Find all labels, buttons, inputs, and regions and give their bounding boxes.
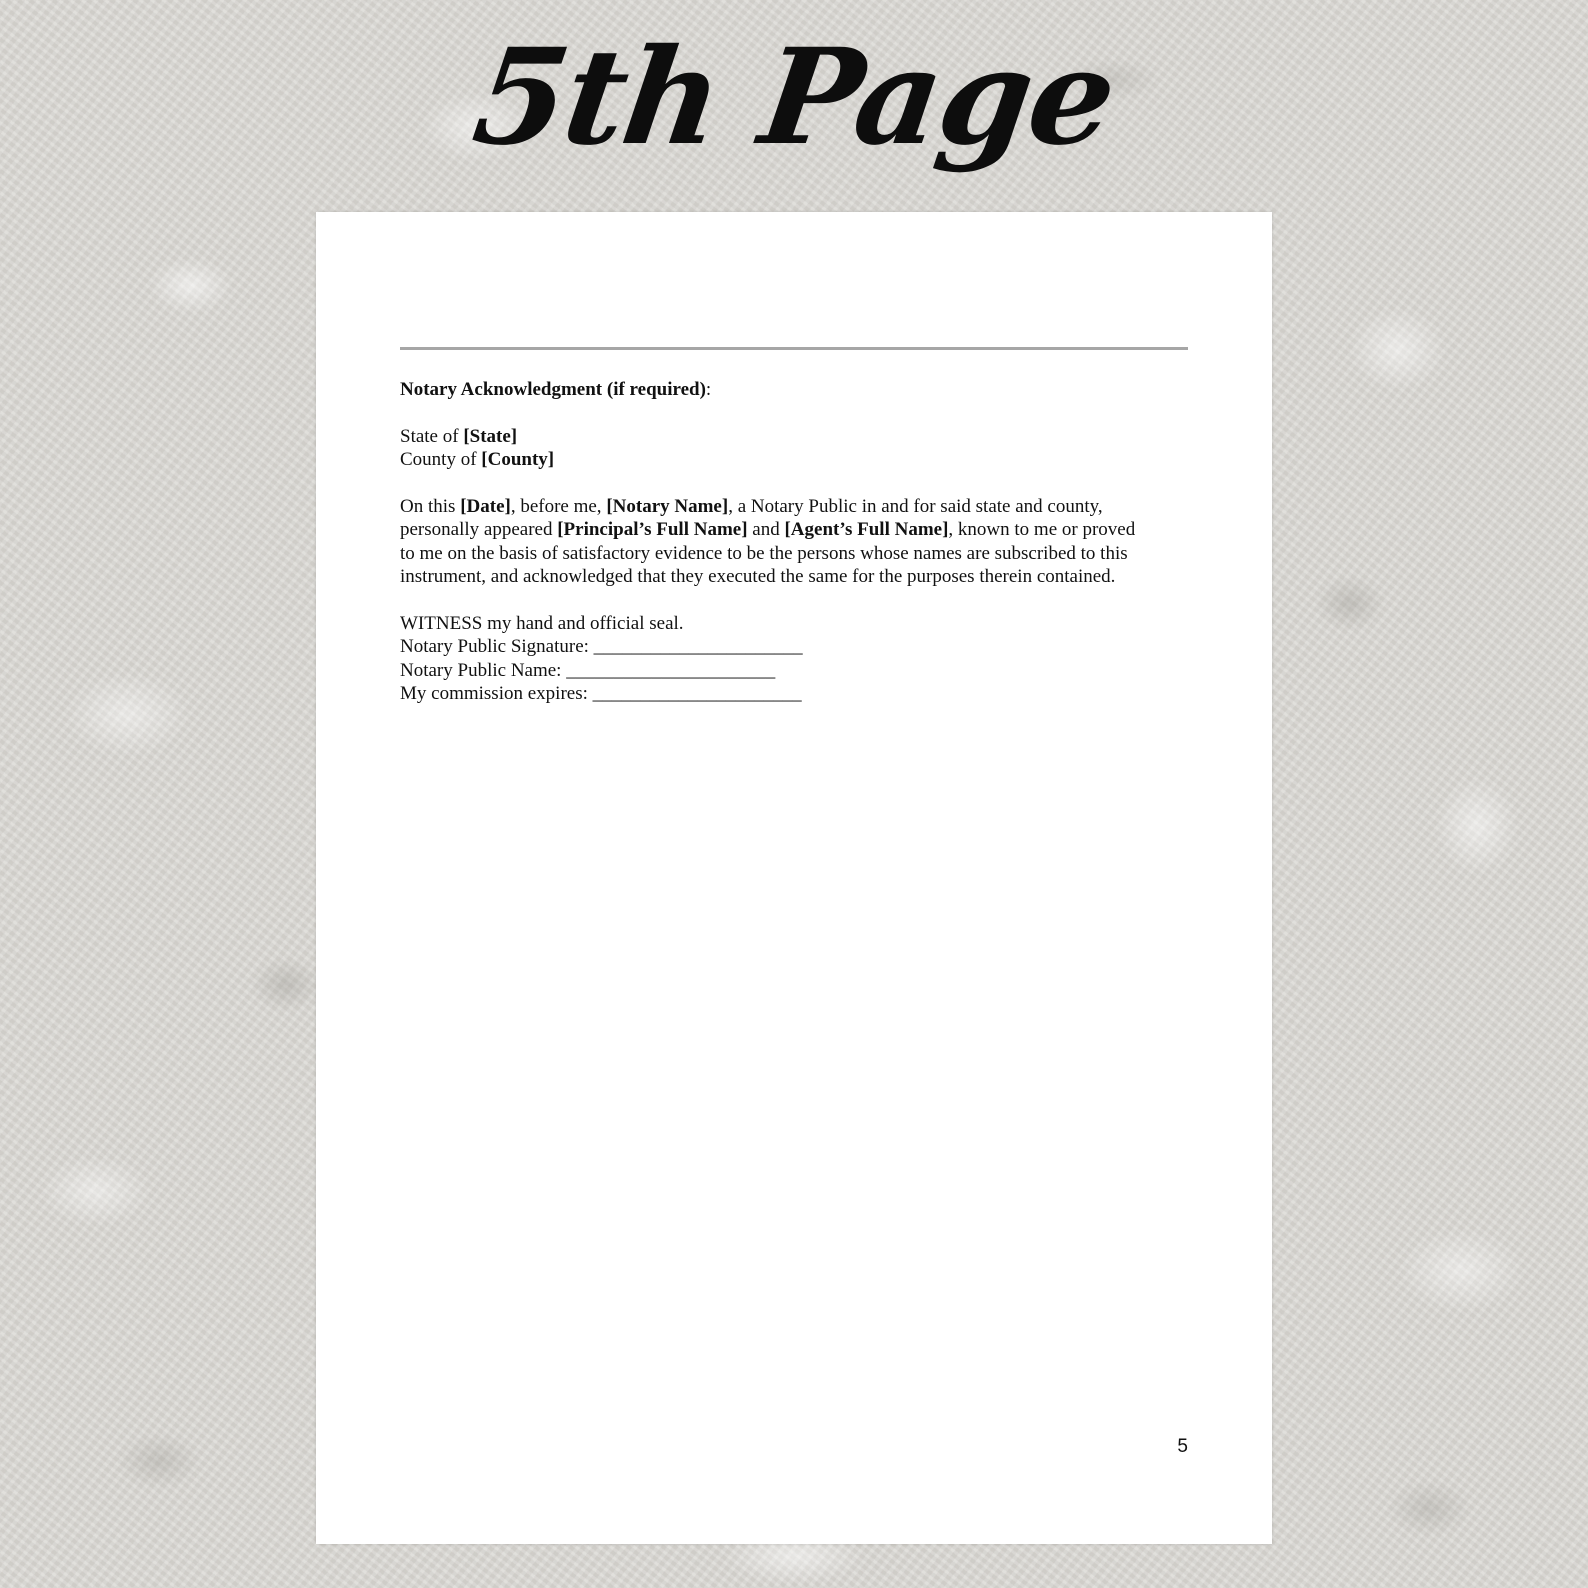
page-heading: 5th Page [465, 20, 1124, 175]
county-line [400, 448, 1200, 471]
county-label: County of [400, 449, 482, 471]
notary-title-paragraph [400, 378, 1200, 401]
ack-line-4: instrument, and acknowledged that they executed the same for the purposes therein contained. [400, 566, 1116, 588]
date-placeholder: [Date] [460, 496, 511, 517]
document-page [316, 212, 1272, 1544]
agent-name-placeholder: [Agent’s Full Name] [784, 519, 949, 541]
page-number: 5 [1177, 1436, 1188, 1457]
header-divider [400, 347, 1188, 350]
ack-line-1 [400, 495, 1200, 518]
state-label: State of [400, 425, 464, 447]
ack-text: , known to me or proved [948, 519, 1136, 541]
ack-text: personally appeared [400, 519, 558, 541]
ack-text: , a Notary Public in and for said state and county, [728, 496, 1103, 517]
commission-expires-line: My commission expires: ______________________ [400, 683, 802, 705]
signature-block [400, 612, 1200, 706]
ack-text: and [747, 519, 785, 541]
notary-name-placeholder: [Notary Name] [606, 496, 729, 517]
acknowledgment-paragraph [400, 495, 1200, 589]
witness-line: WITNESS my hand and official seal. [400, 613, 684, 635]
ack-text: On this [400, 496, 461, 517]
state-value: [State] [463, 425, 518, 447]
notary-name-line: Notary Public Name: ______________________ [400, 659, 776, 681]
notary-title: Notary Acknowledgment (if required) [400, 379, 706, 400]
jurisdiction-block [400, 425, 1200, 472]
ack-line-3: to me on the basis of satisfactory evidence to be the persons whose names are subscribed to this [400, 542, 1128, 564]
county-value: [County] [481, 449, 555, 471]
notary-signature-line: Notary Public Signature: ______________________ [400, 636, 803, 658]
document-content [400, 378, 1200, 729]
ack-line-2 [400, 518, 1200, 541]
notary-title-suffix: : [705, 379, 712, 400]
ack-text: , before me, [510, 496, 607, 517]
state-line [400, 425, 1200, 448]
principal-name-placeholder: [Principal’s Full Name] [557, 519, 748, 541]
